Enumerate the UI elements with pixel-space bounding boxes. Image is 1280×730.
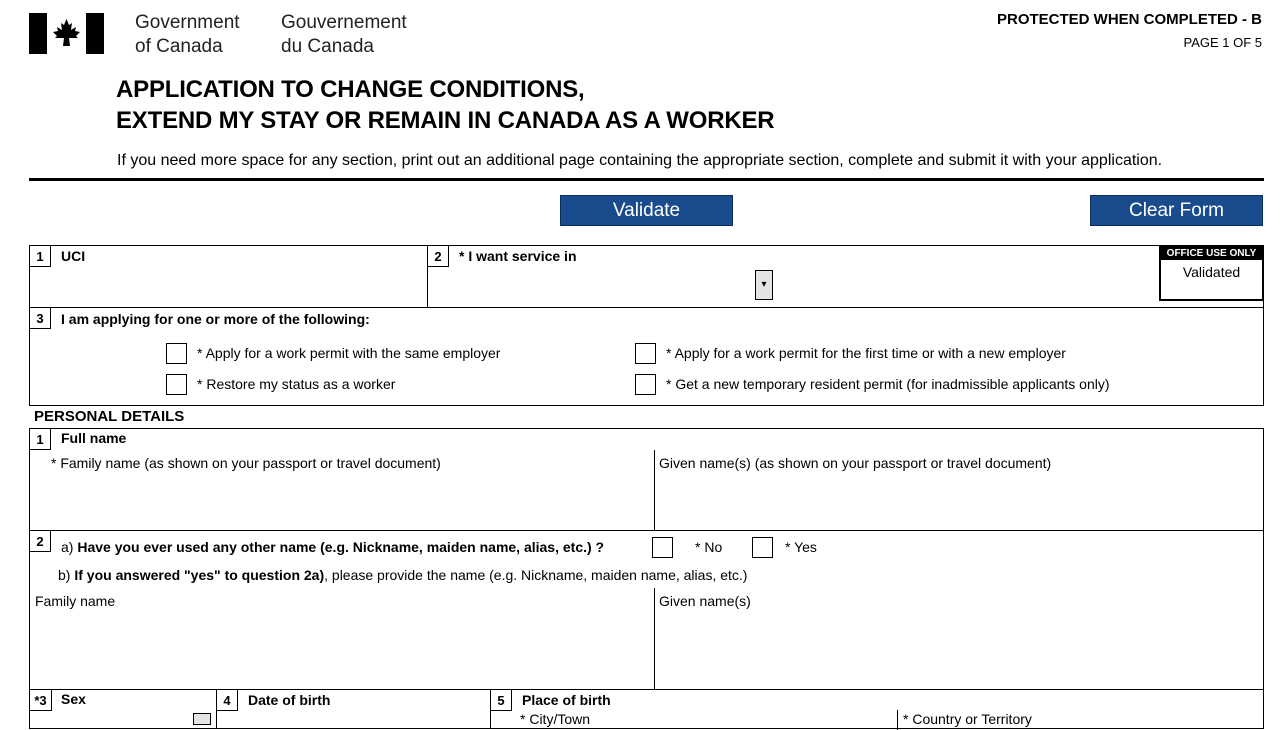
other-family-name-input[interactable] (36, 614, 648, 684)
title-line1: APPLICATION TO CHANGE CONDITIONS, (116, 76, 585, 103)
office-use-box (1159, 245, 1264, 301)
clear-form-button[interactable]: Clear Form (1090, 195, 1263, 226)
temporary-resident-permit-checkbox[interactable] (635, 374, 656, 395)
family-name-input[interactable] (36, 476, 648, 526)
service-language-label: * I want service in (459, 248, 577, 264)
page-number: PAGE 1 OF 5 (1183, 35, 1262, 50)
country-label: * Country or Territory (903, 711, 1032, 727)
question-number: 1 (30, 429, 51, 450)
gov-fr-line2: du Canada (281, 36, 374, 57)
applying-for-label: I am applying for one or more of the following: (61, 311, 370, 327)
office-use-heading: OFFICE USE ONLY (1161, 247, 1262, 260)
family-name-label: * Family name (as shown on your passport or travel document) (51, 455, 441, 471)
canada-flag-icon (29, 13, 104, 54)
question-number: 5 (491, 690, 512, 711)
other-given-name-input[interactable] (659, 614, 1259, 684)
other-name-yes-checkbox[interactable] (752, 537, 773, 558)
other-given-name-label: Given name(s) (659, 593, 751, 609)
question-number: 4 (217, 690, 238, 711)
given-name-label: Given name(s) (as shown on your passport or travel document) (659, 455, 1052, 471)
uci-input[interactable] (52, 270, 422, 304)
city-label: * City/Town (520, 711, 591, 727)
other-name-no-checkbox[interactable] (652, 537, 673, 558)
divider (654, 588, 655, 690)
instructions-bold: If you answered "yes" to question 2a) (74, 567, 325, 583)
gov-en-line1: Government (135, 12, 240, 33)
instructions-rest: , please provide the name (e.g. Nickname, maiden name, alias, etc.) (324, 567, 748, 583)
page-subtitle: If you need more space for any section, print out an additional page containing the appropriate section, complete and submit it with your application. (117, 152, 1163, 169)
place-of-birth-label: Place of birth (522, 692, 611, 708)
restore-status-label: * Restore my status as a worker (197, 376, 396, 392)
new-employer-checkbox[interactable] (635, 343, 656, 364)
service-language-select[interactable] (459, 270, 755, 302)
same-employer-checkbox[interactable] (166, 343, 187, 364)
given-name-input[interactable] (659, 476, 1259, 526)
divider (654, 450, 655, 531)
dropdown-arrow-icon[interactable]: ▾ (755, 270, 773, 300)
government-fr (281, 11, 407, 59)
personal-details-heading: PERSONAL DETAILS (34, 408, 185, 425)
question-number: 2 (30, 531, 51, 552)
validate-button[interactable]: Validate (560, 195, 733, 226)
other-name-no-label: * No (695, 539, 723, 555)
question-number: 1 (30, 246, 51, 267)
full-name-label: Full name (61, 430, 127, 446)
temporary-resident-permit-label: * Get a new temporary resident permit (for inadmissible applicants only) (666, 376, 1110, 392)
sex-dropdown-icon[interactable] (193, 713, 211, 725)
question-text: Have you ever used any other name (e.g. Nickname, maiden name, alias, etc.) ? (77, 539, 605, 555)
title-line2: EXTEND MY STAY OR REMAIN IN CANADA AS A WORKER (116, 107, 775, 134)
question-number: *3 (30, 690, 52, 711)
office-use-value: Validated (1182, 264, 1241, 280)
question-number: 3 (30, 308, 51, 329)
same-employer-label: * Apply for a work permit with the same employer (197, 345, 501, 361)
other-family-name-label: Family name (35, 593, 116, 609)
question-number: 2 (428, 246, 449, 267)
page-title (116, 74, 774, 136)
instructions-prefix: b) (58, 567, 75, 583)
uci-label: UCI (61, 248, 86, 264)
protected-label: PROTECTED WHEN COMPLETED - B (997, 11, 1262, 28)
gov-en-line2: of Canada (135, 36, 223, 57)
dob-label: Date of birth (248, 692, 331, 708)
restore-status-checkbox[interactable] (166, 374, 187, 395)
other-name-question (61, 539, 604, 555)
other-name-yes-label: * Yes (785, 539, 817, 555)
other-name-instructions (58, 567, 747, 583)
header-divider (29, 178, 1264, 181)
question-prefix: a) (61, 539, 78, 555)
sex-label: Sex (61, 691, 86, 707)
new-employer-label: * Apply for a work permit for the first time or with a new employer (666, 345, 1066, 361)
government-en (135, 11, 240, 59)
sex-section (29, 689, 217, 729)
divider (897, 710, 898, 730)
gov-fr-line1: Gouvernement (281, 12, 407, 33)
